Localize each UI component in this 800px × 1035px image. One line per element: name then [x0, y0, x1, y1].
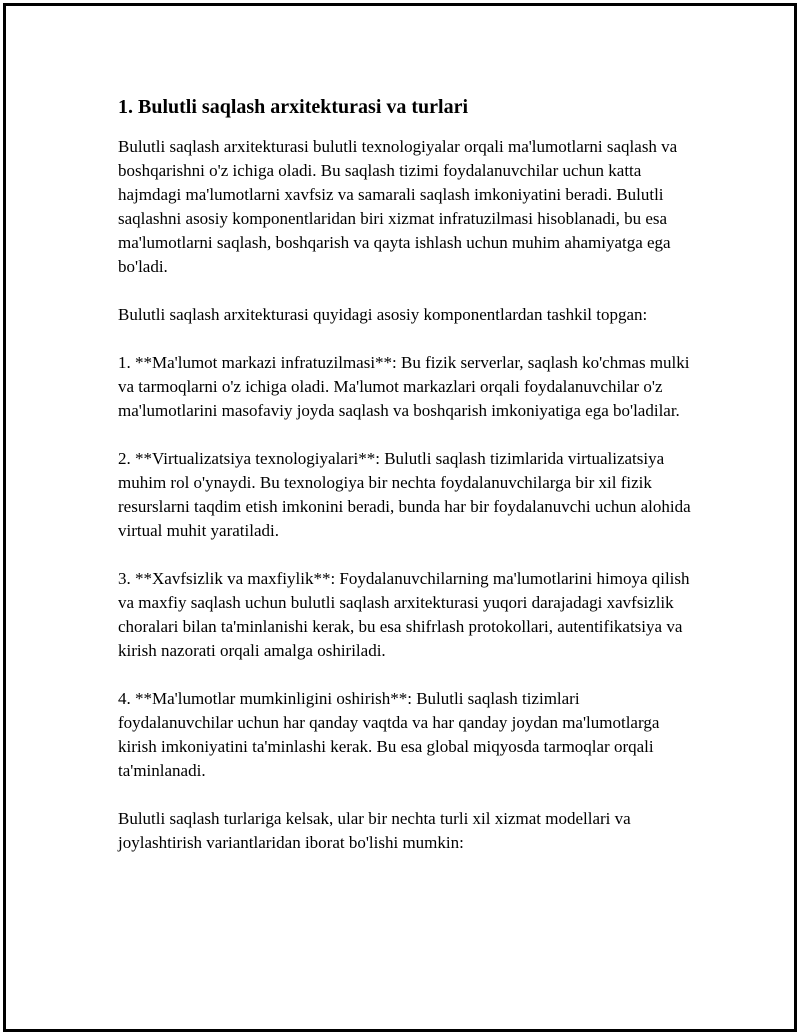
components-intro-paragraph: Bulutli saqlash arxitekturasi quyidagi asosiy komponentlardan tashkil topgan:: [118, 305, 648, 324]
storage-types-paragraph: Bulutli saqlash turlariga kelsak, ular bir nechta turli xil xizmat modellari va joylashtirish variantlaridan iborat bo'lishi mumkin:: [118, 809, 631, 852]
intro-paragraph: Bulutli saqlash arxitekturasi bulutli texnologiyalar orqali ma'lumotlarni saqlash va boshqarishni o'z ichiga oladi. Bu saqlash tizimi foydalanuvchilar uchun katta hajmdagi ma'lumotlarni xavfsiz va samarali saqlash imkoniyatini beradi. Bulutli saqlashni asosiy komponentlaridan biri xizmat infratuzilmasi hisoblanadi, bu esa ma'lumotlarni saqlash, boshqarish va qayta ishlash uchun muhim ahamiyatga ega bo'ladi.: [118, 137, 678, 276]
list-item-data-center: 1. **Ma'lumot markazi infratuzilmasi**: Bu fizik serverlar, saqlash ko'chmas mulki va tarmoqlarni o'z ichiga oladi. Ma'lumot markazlari orqali foydalanuvchilar o'z ma'lumotlarini masofaviy joyda saqlash va boshqarish imkoniyatiga ega bo'ladilar.: [118, 353, 690, 420]
list-item-availability: 4. **Ma'lumotlar mumkinligini oshirish**: Bulutli saqlash tizimlari foydalanuvchilar uchun har qanday vaqtda va har qanday joydan ma'lumotlarga kirish imkoniyatini ta'minlashi kerak. Bu esa global miqyosda tarmoqlar orqali ta'minlanadi.: [118, 689, 660, 780]
document-body: [118, 93, 698, 879]
list-item-virtualization: 2. **Virtualizatsiya texnologiyalari**: Bulutli saqlash tizimlarida virtualizatsiya muhim rol o'ynaydi. Bu texnologiya bir nechta foydalanuvchilarga bir xil fizik resurslarni taqdim etish imkonini beradi, bunda har bir foydalanuvchi uchun alohida virtual muhit yaratiladi.: [118, 449, 691, 540]
section-heading: 1. Bulutli saqlash arxitekturasi va turlari: [118, 96, 469, 118]
list-item-security: 3. **Xavfsizlik va maxfiylik**: Foydalanuvchilarning ma'lumotlarini himoya qilish va maxfiy saqlash uchun bulutli saqlash arxitekturasi yuqori darajadagi xavfsizlik choralari bilan ta'minlanishi kerak, bu esa shifrlash protokollari, autentifikatsiya va kirish nazorati orqali amalga oshiriladi.: [118, 569, 690, 660]
